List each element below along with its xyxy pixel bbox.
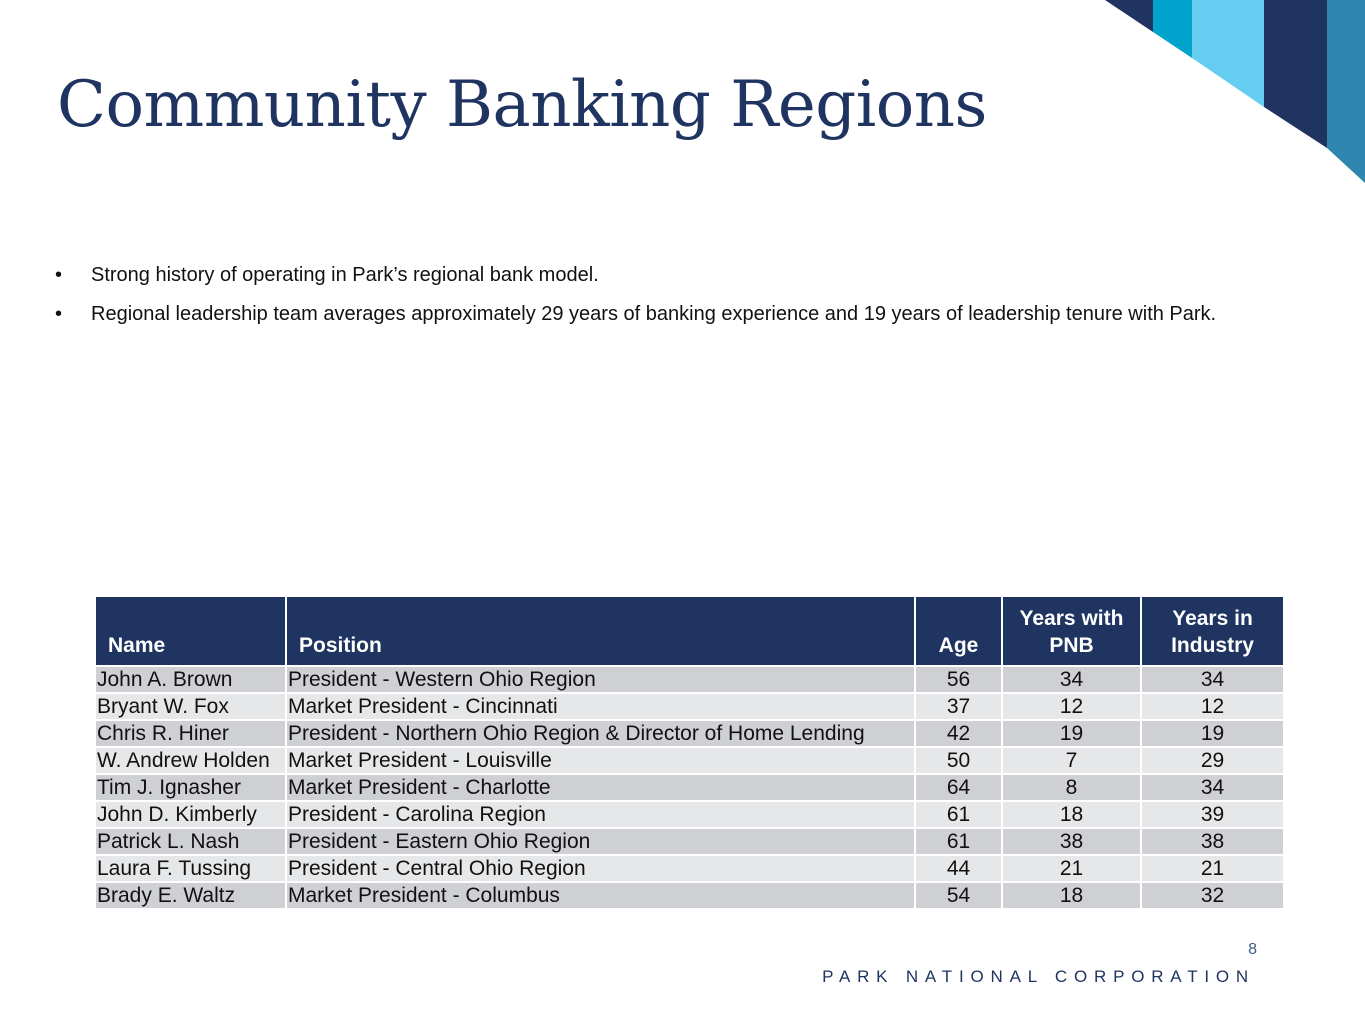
bullet-item bbox=[55, 262, 1325, 289]
cell-years-with-pnb: 38 bbox=[1003, 829, 1140, 854]
table-row bbox=[96, 802, 1283, 827]
cell-name: Brady E. Waltz bbox=[96, 883, 285, 908]
cell-age: 50 bbox=[916, 748, 1001, 773]
cell-years-in-industry: 21 bbox=[1142, 856, 1283, 881]
cell-years-with-pnb: 19 bbox=[1003, 721, 1140, 746]
cell-years-in-industry: 12 bbox=[1142, 694, 1283, 719]
header-position: Position bbox=[287, 597, 914, 665]
table-header-row bbox=[96, 597, 1283, 665]
header-name: Name bbox=[96, 597, 285, 665]
cell-position: President - Northern Ohio Region & Director of Home Lending bbox=[287, 721, 914, 746]
bullet-item bbox=[55, 301, 1325, 328]
leadership-table bbox=[94, 595, 1285, 910]
table-body bbox=[96, 667, 1283, 908]
cell-years-in-industry: 34 bbox=[1142, 775, 1283, 800]
cell-years-with-pnb: 34 bbox=[1003, 667, 1140, 692]
cell-years-with-pnb: 21 bbox=[1003, 856, 1140, 881]
footer-company-name: PARK NATIONAL CORPORATION bbox=[822, 967, 1255, 986]
cell-years-with-pnb: 8 bbox=[1003, 775, 1140, 800]
cell-years-in-industry: 34 bbox=[1142, 667, 1283, 692]
cell-age: 61 bbox=[916, 829, 1001, 854]
cell-age: 44 bbox=[916, 856, 1001, 881]
cell-position: President - Carolina Region bbox=[287, 802, 914, 827]
cell-age: 64 bbox=[916, 775, 1001, 800]
header-age: Age bbox=[916, 597, 1001, 665]
cell-position: Market President - Charlotte bbox=[287, 775, 914, 800]
cell-years-in-industry: 32 bbox=[1142, 883, 1283, 908]
table-row bbox=[96, 694, 1283, 719]
header-years-in-industry: Years in Industry bbox=[1142, 597, 1283, 665]
cell-position: Market President - Cincinnati bbox=[287, 694, 914, 719]
cell-age: 42 bbox=[916, 721, 1001, 746]
cell-years-with-pnb: 7 bbox=[1003, 748, 1140, 773]
cell-position: President - Central Ohio Region bbox=[287, 856, 914, 881]
page-number: 8 bbox=[1248, 941, 1257, 958]
cell-name: Patrick L. Nash bbox=[96, 829, 285, 854]
table-row bbox=[96, 721, 1283, 746]
table-row bbox=[96, 883, 1283, 908]
table-row bbox=[96, 748, 1283, 773]
cell-name: John D. Kimberly bbox=[96, 802, 285, 827]
table-row bbox=[96, 856, 1283, 881]
cell-name: Tim J. Ignasher bbox=[96, 775, 285, 800]
cell-years-with-pnb: 18 bbox=[1003, 883, 1140, 908]
cell-name: W. Andrew Holden bbox=[96, 748, 285, 773]
cell-age: 61 bbox=[916, 802, 1001, 827]
cell-years-in-industry: 19 bbox=[1142, 721, 1283, 746]
header-years-with-pnb: Years with PNB bbox=[1003, 597, 1140, 665]
bullet-list bbox=[55, 262, 1325, 340]
cell-position: President - Eastern Ohio Region bbox=[287, 829, 914, 854]
cell-position: President - Western Ohio Region bbox=[287, 667, 914, 692]
bullet-dot: • bbox=[55, 303, 63, 325]
cell-years-in-industry: 39 bbox=[1142, 802, 1283, 827]
table-row bbox=[96, 775, 1283, 800]
cell-years-in-industry: 29 bbox=[1142, 748, 1283, 773]
cell-years-with-pnb: 12 bbox=[1003, 694, 1140, 719]
cell-age: 37 bbox=[916, 694, 1001, 719]
table-row bbox=[96, 829, 1283, 854]
cell-years-with-pnb: 18 bbox=[1003, 802, 1140, 827]
corner-decoration bbox=[1105, 0, 1365, 190]
page-title: Community Banking Regions bbox=[57, 68, 987, 142]
cell-age: 56 bbox=[916, 667, 1001, 692]
cell-position: Market President - Louisville bbox=[287, 748, 914, 773]
bullet-text: Regional leadership team averages approximately 29 years of banking experience and 19 years of leadership tenure with Park. bbox=[91, 303, 1217, 325]
cell-name: John A. Brown bbox=[96, 667, 285, 692]
bullet-text: Strong history of operating in Park’s regional bank model. bbox=[91, 264, 599, 286]
table-row bbox=[96, 667, 1283, 692]
cell-name: Laura F. Tussing bbox=[96, 856, 285, 881]
cell-name: Chris R. Hiner bbox=[96, 721, 285, 746]
bullet-dot: • bbox=[55, 264, 63, 286]
cell-age: 54 bbox=[916, 883, 1001, 908]
cell-name: Bryant W. Fox bbox=[96, 694, 285, 719]
cell-position: Market President - Columbus bbox=[287, 883, 914, 908]
cell-years-in-industry: 38 bbox=[1142, 829, 1283, 854]
